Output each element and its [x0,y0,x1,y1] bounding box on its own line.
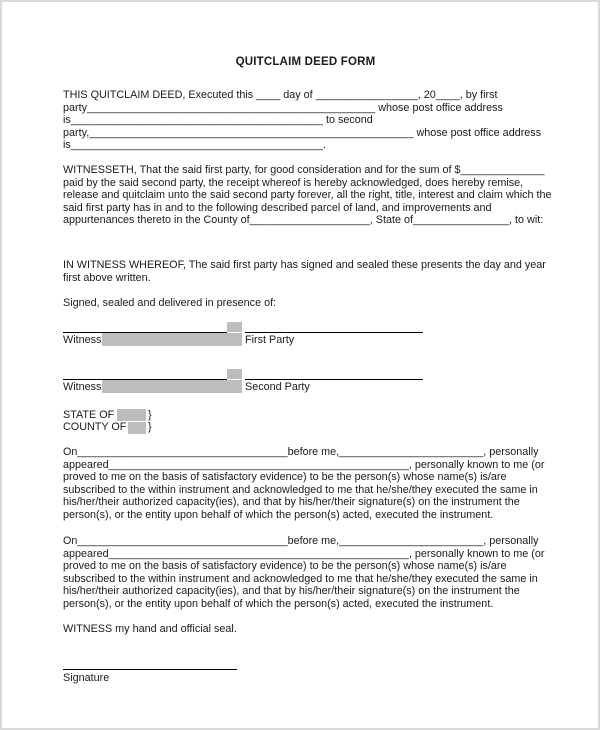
redaction-block [102,380,242,393]
first-party-signature-line [245,332,423,333]
witness-label: Witness [63,381,102,393]
second-party-signature-line [245,379,423,380]
witnesseth-paragraph-line: WITNESSETH, That the said first party, for good consideration and for the sum of $______________ [63,164,545,176]
presence-statement: Signed, sealed and delivered in presence of: [63,296,277,309]
notary-acknowledgment-line: his/her/their authorized capacity(ies), and that by his/her/their signature(s) on the instrument the [63,585,520,597]
notary-acknowledgment-line: subscribed to the within instrument and acknowledged to me that he/she/they executed the same in [63,483,538,496]
redaction-block [117,409,146,421]
state-brace: } [148,408,152,421]
document-title: QUITCLAIM DEED FORM [235,56,376,68]
notary-acknowledgment-line: person(s), or the entity upon behalf of which the person(s) acted, executed the instrument. [63,508,494,521]
county-brace: } [148,421,152,433]
signature-label: Signature [63,671,110,684]
first-party-label: First Party [245,334,295,346]
witnesseth-paragraph-line: appurtenances thereto in the County of____________________, State of________________, to wit: [63,214,544,226]
opening-paragraph-line: party,______________________________________________________ whose post office address [63,126,542,139]
witnesseth-paragraph-line: paid by the said second party, the receipt whereof is hereby acknowledged, does hereby remise, [63,176,524,189]
notary-acknowledgment-line: On___________________________________before me,________________________, personally [63,446,539,458]
notary-acknowledgment-line: subscribed to the within instrument and acknowledged to me that he/she/they executed the same in [63,572,538,585]
in-witness-paragraph-line: IN WITNESS WHEREOF, The said first party has signed and sealed these presents the day and year [63,259,546,271]
witness-label: Witness [63,334,102,346]
opening-paragraph-line: is__________________________________________. [63,139,326,151]
notary-acknowledgment-line: On___________________________________before me,________________________, personally [63,535,539,547]
seal-statement: WITNESS my hand and official seal. [63,622,237,635]
notary-acknowledgment-line: proved to me on the basis of satisfactory evidence) to be the person(s) whose name(s) is/are [63,560,507,572]
redaction-block [128,422,146,434]
witnesseth-paragraph-line: release and quitclaim unto the said second party forever, all the right, title, interest and claim which the [63,189,552,201]
county-of-label: COUNTY OF [63,421,127,433]
notary-acknowledgment-line: proved to me on the basis of satisfactory evidence) to be the person(s) whose name(s) is/are [63,471,507,483]
notary-acknowledgment-line: person(s), or the entity upon behalf of which the person(s) acted, executed the instrument. [63,597,494,610]
second-party-label: Second Party [245,381,310,393]
notary-acknowledgment-line: his/her/their authorized capacity(ies), and that by his/her/their signature(s) on the instrument the [63,496,520,508]
redaction-block [102,333,242,346]
signature-line [63,669,237,670]
notary-acknowledgment-line: appeared__________________________________________________, personally known to me (or [63,547,545,560]
state-of-label: STATE OF [63,408,115,421]
redaction-block [227,369,242,379]
witnesseth-paragraph-line: said first party has in and to the following described parcel of land, and improvements and [63,201,492,214]
opening-paragraph-line: is__________________________________________ to second [63,114,373,126]
in-witness-paragraph-line: first above written. [63,271,151,284]
redaction-block [227,322,242,332]
opening-paragraph-line: THIS QUITCLAIM DEED, Executed this ____ day of _________________, 20____, by first [63,89,498,101]
notary-acknowledgment-line: appeared__________________________________________________, personally known to me (or [63,458,545,471]
opening-paragraph-line: party________________________________________________ whose post office address [63,101,503,114]
